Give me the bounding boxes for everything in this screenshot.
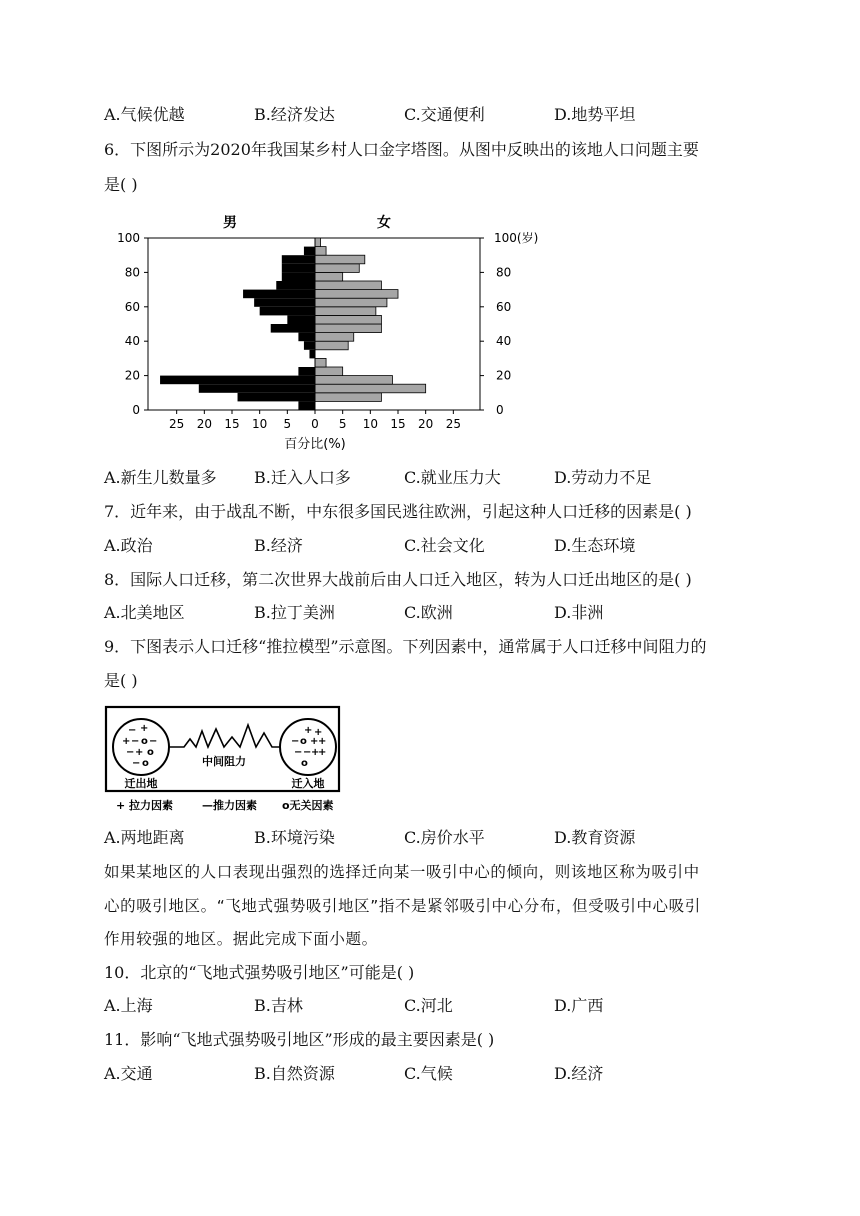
female-bar-80-84 — [315, 264, 359, 273]
svg-text:+: + — [310, 736, 319, 747]
male-bar-0-4 — [298, 401, 315, 410]
male-bar-60-64 — [254, 298, 315, 307]
male-bar-70-74 — [276, 281, 315, 290]
svg-text:−: − — [126, 747, 135, 758]
q7-option-b: B.经济 — [254, 536, 303, 555]
x-tick-label: 10 — [362, 417, 378, 431]
legend-push: —推力因素 — [202, 799, 257, 812]
q8-option-a: A.北美地区 — [104, 603, 185, 622]
svg-text:+: + — [311, 747, 320, 758]
q5-option-c: C.交通便利 — [404, 105, 485, 124]
q9-option-d: D.教育资源 — [554, 828, 636, 847]
middle-obstacles-line — [169, 725, 281, 747]
q11-option-d: D.经济 — [554, 1064, 604, 1083]
x-tick-label: 25 — [445, 417, 461, 431]
female-bar-90-94 — [315, 247, 326, 256]
passage-line1: 如果某地区的人口表现出强烈的选择迁向某一吸引中心的倾向，则该地区称为吸引中 — [104, 863, 700, 881]
q7-option-c: C.社会文化 — [404, 536, 485, 555]
svg-text:o: o — [142, 758, 149, 769]
q8-stem: 8．国际人口迁移，第二次世界大战前后由人口迁入地区，转为人口迁出地区的是( ) — [104, 570, 692, 589]
y-tick-label-left: 20 — [124, 368, 140, 383]
q7-option-d: D.生态环境 — [554, 536, 636, 555]
svg-text:+: + — [314, 727, 323, 738]
female-bar-45-49 — [315, 324, 381, 333]
male-bar-5-9 — [238, 393, 315, 402]
female-label: 女 — [377, 215, 391, 231]
x-tick-label: 15 — [224, 417, 240, 431]
x-tick-label: 10 — [252, 417, 268, 431]
passage-line3: 作用较强的地区。据此完成下面小题。 — [104, 930, 378, 948]
x-tick-label: 25 — [169, 417, 185, 431]
q11-option-a: A.交通 — [104, 1064, 153, 1083]
passage-line2: 心的吸引地区。“飞地式强势吸引地区”指不是紧邻吸引中心分布，但受吸引中心吸引 — [104, 897, 701, 915]
male-label: 男 — [223, 215, 237, 231]
y-tick-label-right: 0 — [496, 403, 504, 417]
female-bar-35-39 — [315, 341, 348, 350]
svg-text:o: o — [141, 736, 148, 747]
svg-text:o: o — [300, 736, 307, 747]
q10-stem: 10．北京的“飞地式强势吸引地区”可能是( ) — [104, 963, 415, 982]
male-bar-55-59 — [260, 307, 315, 316]
male-bar-20-24 — [298, 367, 315, 376]
female-bar-75-79 — [315, 272, 343, 281]
q11-stem: 11．影响“飞地式强势吸引地区”形成的最主要因素是( ) — [104, 1030, 495, 1049]
male-bar-15-19 — [160, 376, 315, 385]
y-tick-label-right: 40 — [496, 334, 512, 349]
q10-option-b: B.吉林 — [254, 996, 303, 1015]
female-bar-65-69 — [315, 290, 398, 299]
male-bar-75-79 — [282, 272, 315, 281]
x-tick-label: 0 — [311, 417, 319, 431]
male-bar-40-44 — [298, 333, 315, 342]
y-right-top-label: 100(岁) — [494, 231, 539, 245]
female-bar-15-19 — [315, 376, 392, 385]
q5-option-d: D.地势平坦 — [554, 105, 636, 124]
male-bar-50-54 — [287, 315, 315, 324]
q8-option-c: C.欧洲 — [404, 603, 453, 622]
middle-label: 中间阻力 — [202, 755, 246, 768]
y-tick-label-left: 60 — [124, 299, 140, 314]
female-bar-55-59 — [315, 307, 376, 316]
x-axis-label: 百分比(%) — [284, 437, 346, 452]
female-bar-5-9 — [315, 393, 381, 402]
q5-option-a: A.气候优越 — [104, 105, 185, 124]
x-tick-label: 20 — [196, 417, 212, 431]
svg-text:o: o — [147, 747, 154, 758]
male-bar-45-49 — [271, 324, 315, 333]
q11-option-c: C.气候 — [404, 1064, 453, 1083]
svg-text:−: − — [303, 747, 312, 758]
q6-option-b: B.迁入人口多 — [254, 468, 351, 487]
x-tick-label: 5 — [283, 417, 292, 431]
male-bar-80-84 — [282, 264, 315, 273]
x-tick-label: 15 — [390, 417, 406, 431]
x-tick-label: 20 — [418, 417, 434, 431]
y-tick-label-left: 100 — [117, 231, 140, 245]
female-bar-95-99 — [315, 238, 321, 247]
male-bar-85-89 — [282, 255, 315, 264]
svg-text:−: − — [149, 736, 158, 747]
q9-stem-line2: 是( ) — [104, 671, 138, 690]
push-pull-model-diagram — [104, 703, 344, 815]
svg-text:−: − — [132, 758, 141, 769]
q6-stem-line1: 6．下图所示为2020年我国某乡村人口金字塔图。从图中反映出的该地人口问题主要 — [104, 140, 699, 159]
svg-text:+: + — [318, 747, 327, 758]
female-bar-10-14 — [315, 384, 426, 393]
q7-option-a: A.政治 — [104, 536, 153, 555]
q10-option-c: C.河北 — [404, 996, 453, 1015]
svg-text:+: + — [304, 725, 313, 736]
q10-option-d: D.广西 — [554, 996, 604, 1015]
male-bar-10-14 — [199, 384, 315, 393]
svg-text:−: − — [128, 725, 137, 736]
q8-option-b: B.拉丁美洲 — [254, 603, 335, 622]
female-bar-50-54 — [315, 315, 381, 324]
svg-text:−: − — [291, 736, 300, 747]
male-bar-30-34 — [309, 350, 315, 359]
q6-option-c: C.就业压力大 — [404, 468, 501, 487]
q10-option-a: A.上海 — [104, 996, 153, 1015]
q8-option-d: D.非洲 — [554, 603, 604, 622]
q5-option-b: B.经济发达 — [254, 105, 335, 124]
y-tick-label-left: 0 — [132, 403, 140, 417]
svg-text:−: − — [131, 736, 140, 747]
q9-option-a: A.两地距离 — [104, 828, 185, 847]
female-bar-40-44 — [315, 333, 354, 342]
x-tick-label: 5 — [338, 417, 347, 431]
svg-text:+: + — [318, 736, 327, 747]
y-tick-label-right: 20 — [496, 368, 512, 383]
male-bar-90-94 — [304, 247, 315, 256]
male-bar-35-39 — [304, 341, 315, 350]
svg-text:−: − — [294, 747, 303, 758]
population-pyramid-chart — [108, 208, 548, 456]
svg-text:+: + — [135, 747, 144, 758]
destination-label: 迁入地 — [291, 777, 325, 790]
origin-factors — [122, 723, 157, 769]
q6-option-d: D.劳动力不足 — [554, 468, 652, 487]
male-bar-65-69 — [243, 290, 315, 299]
y-tick-label-right: 80 — [496, 265, 512, 280]
female-bar-85-89 — [315, 255, 365, 264]
q7-stem: 7．近年来，由于战乱不断，中东很多国民逃往欧洲，引起这种人口迁移的因素是( ) — [104, 502, 692, 521]
q9-option-b: B.环境污染 — [254, 828, 335, 847]
origin-label: 迁出地 — [124, 777, 158, 790]
legend-neutral: o无关因素 — [282, 799, 334, 812]
svg-text:+: + — [140, 723, 149, 734]
q9-option-c: C.房价水平 — [404, 828, 485, 847]
svg-text:o: o — [301, 758, 308, 769]
q11-option-b: B.自然资源 — [254, 1064, 335, 1083]
svg-text:+: + — [122, 736, 131, 747]
y-tick-label-left: 40 — [124, 334, 140, 349]
female-bar-25-29 — [315, 358, 326, 367]
destination-factors — [291, 725, 326, 769]
female-bar-20-24 — [315, 367, 343, 376]
y-tick-label-left: 80 — [124, 265, 140, 280]
q9-stem-line1: 9．下图表示人口迁移“推拉模型”示意图。下列因素中，通常属于人口迁移中间阻力的 — [104, 637, 707, 656]
q6-stem-line2: 是( ) — [104, 175, 138, 194]
legend-pull: + 拉力因素 — [116, 799, 174, 812]
q6-option-a: A.新生儿数量多 — [104, 468, 217, 487]
female-bar-60-64 — [315, 298, 387, 307]
y-tick-label-right: 60 — [496, 299, 512, 314]
female-bar-70-74 — [315, 281, 381, 290]
